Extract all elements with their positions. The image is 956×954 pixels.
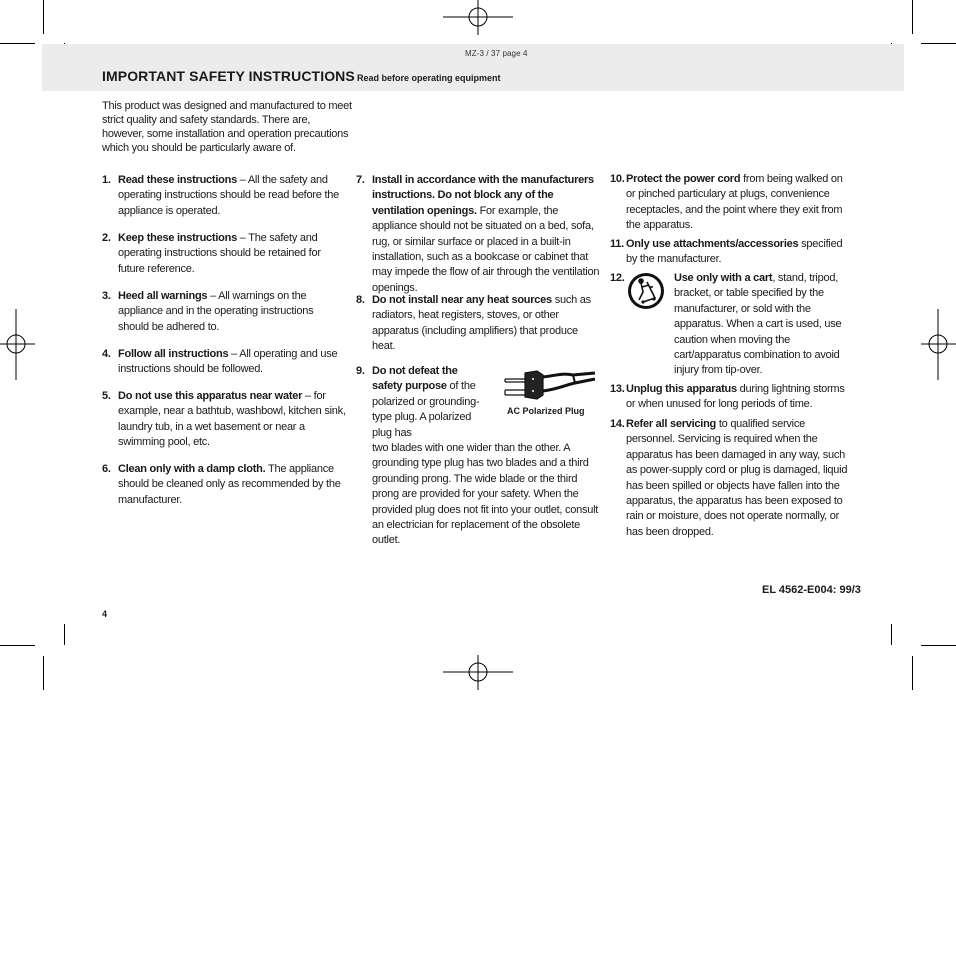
item-number: 7. [356, 174, 365, 186]
item-text-continued: two blades with one wider than the other. A grounding type plug has two blades and a third grounding prong. The wide blade or the third prong are provided for your safety. When the provided plug does not fit into your outlet, consult an electrician for replacement of the obsolete outlet. [372, 442, 599, 547]
item-lead: Keep these instructions [118, 232, 237, 244]
figure-caption: AC Polarized Plug [507, 406, 585, 416]
item-lead: Use only with a cart [674, 272, 773, 284]
item-lead: Only use attachments/accessories [626, 238, 799, 250]
item-lead: Clean only with a damp cloth. [118, 463, 266, 475]
item-number: 11. [610, 238, 624, 250]
item-text: – The safety and operating instructions should be retained for future reference. [118, 232, 321, 275]
item-lead: Do not install near any heat sources [372, 294, 552, 306]
page-title: IMPORTANT SAFETY INSTRUCTIONS [102, 68, 355, 84]
print-slug: MZ-3 / 37 page 4 [465, 49, 528, 58]
safety-item-14 [610, 417, 854, 540]
item-text: – All warnings on the appliance and in the operating instructions should be adhered to. [118, 290, 314, 333]
safety-item-7 [356, 173, 602, 296]
item-lead: Do not use this apparatus near water [118, 390, 303, 402]
item-number: 5. [102, 390, 111, 402]
item-text: – for example, near a bathtub, washbowl, kitchen sink, laundry tub, in a wet basement or near a swimming pool, etc. [118, 390, 346, 449]
intro-paragraph: This product was designed and manufactured to meet strict quality and safety standards. There are, however, some installation and operation precautions which you should be particularly aware of. [102, 100, 352, 154]
document-code: EL 4562-E004: 99/3 [762, 584, 861, 596]
item-lead: Refer all servicing [626, 418, 717, 430]
item-number: 10. [610, 173, 625, 185]
item-lead: Do not defeat the safety purpose [372, 365, 458, 393]
item-number: 14. [610, 418, 625, 430]
item-text: such as radiators, heat registers, stoves, or other apparatus (including amplifiers) that produce heat. [372, 294, 591, 353]
safety-item-2 [102, 231, 347, 277]
item-number: 12. [610, 272, 625, 284]
item-lead: Install in accordance with the manufacturers instructions. Do not block any of the ventilation openings. [372, 174, 594, 217]
page-number: 4 [102, 609, 108, 619]
item-lead: Follow all instructions [118, 348, 229, 360]
safety-item-8 [356, 293, 602, 355]
item-text: of the polarized or grounding-type plug. A polarized plug has [372, 380, 480, 439]
item-lead: Read these instructions [118, 174, 237, 186]
item-text: – All operating and use instructions should be followed. [118, 348, 338, 376]
item-lead: Unplug this apparatus [626, 383, 737, 395]
ac-polarized-plug-icon [503, 365, 597, 403]
safety-item-4 [102, 347, 347, 378]
safety-item-10 [610, 172, 852, 234]
item-text: from being walked on or pinched particulary at plugs, convenience receptacles, and the point where they exit from the apparatus. [626, 173, 843, 232]
item-text: during lightning storms or when unused for long periods of time. [626, 383, 845, 411]
safety-item-3 [102, 289, 347, 335]
item-number: 4. [102, 348, 111, 360]
item-number: 9. [356, 365, 365, 377]
safety-item-13 [610, 382, 852, 413]
item-number: 8. [356, 294, 365, 306]
page-subtitle: Read before operating equipment [357, 73, 501, 83]
safety-item-5 [102, 389, 347, 451]
item-number: 6. [102, 463, 111, 475]
safety-item-11 [610, 237, 852, 268]
item-text: The appliance should be cleaned only as recommended by the manufacturer. [118, 463, 341, 506]
item-text: specified by the manufacturer. [626, 238, 843, 266]
item-number: 2. [102, 232, 111, 244]
item-number: 13. [610, 383, 625, 395]
item-number: 3. [102, 290, 111, 302]
item-text: to qualified service personnel. Servicing is required when the apparatus has been damaged in any way, such as power-supply cord or plug is damaged, liquid has been spilled or objects have fallen into the apparatus, the apparatus has been exposed to rain or moisture, does not operate normally, or has been dropped. [626, 418, 848, 538]
safety-item-1 [102, 173, 347, 219]
item-lead: Heed all warnings [118, 290, 208, 302]
safety-item-6 [102, 462, 347, 508]
item-text: – All the safety and operating instructions should be read before the appliance is operated. [118, 174, 339, 217]
item-text: For example, the appliance should not be situated on a bed, sofa, rug, or similar surface or placed in a built-in installation, such as a bookcase or cabinet that may impede the flow of air through the ventilation openings. [372, 204, 600, 294]
item-number: 1. [102, 174, 111, 186]
item-text: , stand, tripod, bracket, or table specified by the manufacturer, or sold with the apparatus. When a cart is used, use caution when moving the cart/apparatus combination to avoid injury from tip-over. [674, 272, 842, 377]
item-lead: Protect the power cord [626, 173, 741, 185]
cart-tip-over-warning-icon [627, 272, 665, 310]
